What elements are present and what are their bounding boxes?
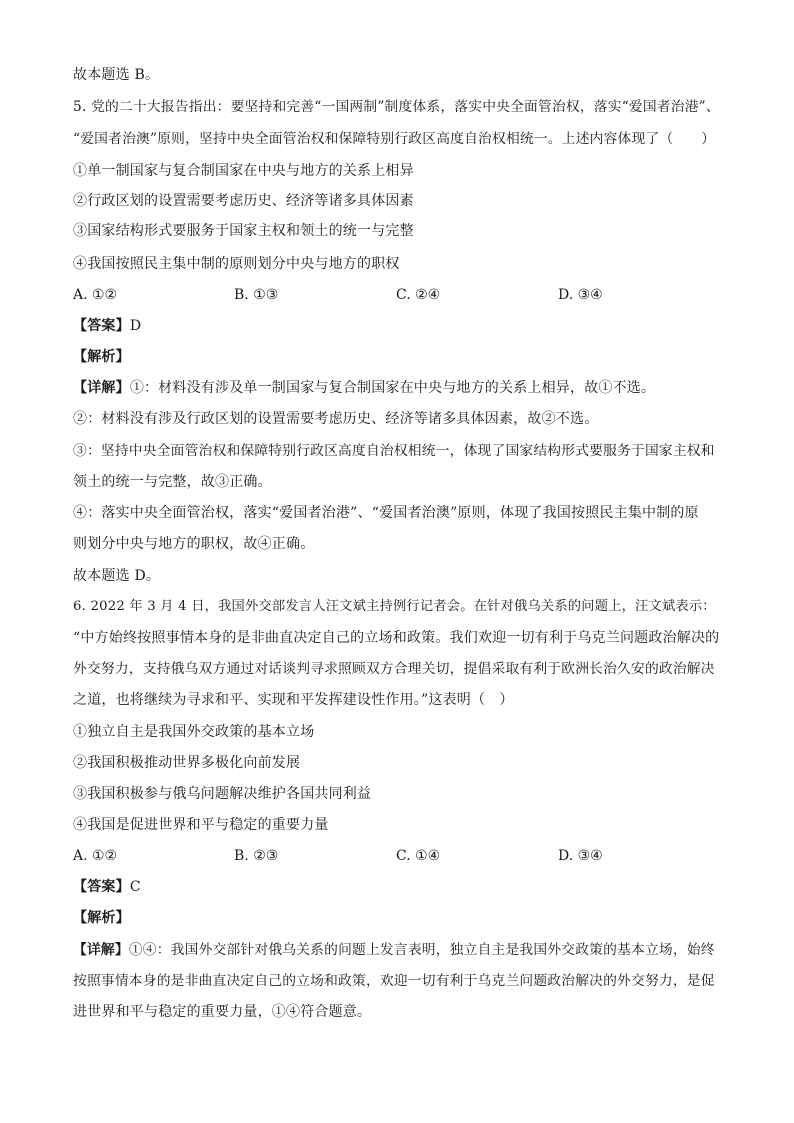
q6-analysis-heading	[73, 908, 722, 928]
q6-detail-line-3: 进世界和平与稳定的重要力量，①④符合题意。	[73, 1004, 372, 1020]
q5-detail-text-1: ①：材料没有涉及单一制国家与复合制国家在中央与地方的关系上相异，故①不选。	[129, 380, 656, 396]
q5-detail-line-5: ④：落实中央全面管治权，落实“爱国者治港”、“爱国者治澳”原则，体现了我国按照民主集中制的原	[73, 505, 699, 521]
q5-answer-tag: 【答案】	[73, 318, 130, 334]
q6-item-2: ②我国积极推动世界多极化向前发展	[73, 755, 301, 771]
q6-detail-text-1: ①④：我国外交部针对俄乌关系的问题上发言表明，独立自主是我国外交政策的基本立场，始终	[128, 942, 715, 958]
q5-item-4: ④我国按照民主集中制的原则划分中央与地方的职权	[73, 256, 400, 272]
q4-conclusion: 故本题选 B。	[73, 67, 160, 83]
q6-option-b: B. ②③	[234, 848, 279, 864]
q5-answer	[73, 316, 722, 336]
q6-option-d: D. ③④	[558, 848, 603, 864]
q5-item-2: ②行政区划的设置需要考虑历史、经济等诸多具体因素	[73, 193, 414, 209]
q6-option-a: A. ①②	[73, 848, 118, 864]
q5-stem-line-1: 5. 党的二十大报告指出：要坚持和完善“一国两制”制度体系，落实中央全面管治权，落实“爱国者治港”、	[73, 99, 720, 115]
q5-detail-tag: 【详解】	[73, 380, 130, 396]
q5-detail-line-1	[73, 378, 722, 398]
q5-option-c: C. ②④	[396, 287, 441, 303]
q6-item-3: ③我国积极参与俄乌问题解决维护各国共同利益	[73, 786, 372, 802]
q5-option-a: A. ①②	[73, 287, 118, 303]
q6-item-4: ④我国是促进世界和平与稳定的重要力量	[73, 817, 329, 833]
q6-answer	[73, 877, 722, 897]
q5-stem-line-2: “爱国者治澳”原则，坚持中央全面管治权和保障特别行政区高度自治权相统一。上述内容体现了（ ）	[73, 131, 716, 147]
q5-detail-line-6: 则划分中央与地方的职权，故④正确。	[73, 536, 315, 552]
q6-detail-line-2: 按照事情本身的是非曲直决定自己的立场和政策，欢迎一切有利于乌克兰问题政治解决的外交努力，是促	[73, 973, 715, 989]
q5-analysis-tag: 【解析】	[73, 349, 130, 365]
q6-stem-line-3: 外交努力，支持俄乌双方通过对话谈判寻求照顾双方合理关切，提倡采取有利于欧洲长治久安的政治解决	[73, 661, 715, 677]
q5-option-b: B. ①③	[234, 287, 279, 303]
q6-analysis-tag: 【解析】	[73, 910, 130, 926]
q5-conclusion: 故本题选 D。	[73, 568, 161, 584]
q6-options	[73, 846, 723, 866]
q6-detail-line-1	[73, 940, 722, 960]
q6-option-c: C. ①④	[396, 848, 441, 864]
q5-detail-line-3: ③：坚持中央全面管治权和保障特别行政区高度自治权相统一，体现了国家结构形式要服务于国家主权和	[73, 443, 715, 459]
q6-item-1: ①独立自主是我国外交政策的基本立场	[73, 724, 315, 740]
q5-detail-line-4: 领土的统一与完整，故③正确。	[73, 474, 272, 490]
q6-stem-line-1: 6. 2022 年 3 月 4 日，我国外交部发言人汪文斌主持例行记者会。在针对俄乌关系的问题上，汪文斌表示：	[73, 599, 716, 614]
q6-detail-tag: 【详解】	[73, 942, 129, 958]
q5-option-d: D. ③④	[558, 287, 603, 303]
q5-analysis-heading	[73, 347, 722, 367]
q5-item-1: ①单一制国家与复合制国家在中央与地方的关系上相异	[73, 163, 414, 179]
q6-answer-tag: 【答案】	[73, 879, 130, 895]
q5-item-3: ③国家结构形式要服务于国家主权和领土的统一与完整	[73, 223, 414, 239]
q5-detail-line-2: ②：材料没有涉及行政区划的设置需要考虑历史、经济等诸多具体因素，故②不选。	[73, 411, 599, 427]
q6-stem-line-4: 之道，也将继续为寻求和平、实现和平发挥建设性作用。”这表明（ ）	[73, 692, 514, 708]
q5-options	[73, 285, 723, 305]
q6-stem-line-2: “中方始终按照事情本身的是非曲直决定自己的立场和政策。我们欢迎一切有利于乌克兰问题政治解决的	[73, 630, 720, 646]
q5-answer-value: D	[129, 318, 142, 334]
q6-answer-value: C	[129, 879, 141, 895]
